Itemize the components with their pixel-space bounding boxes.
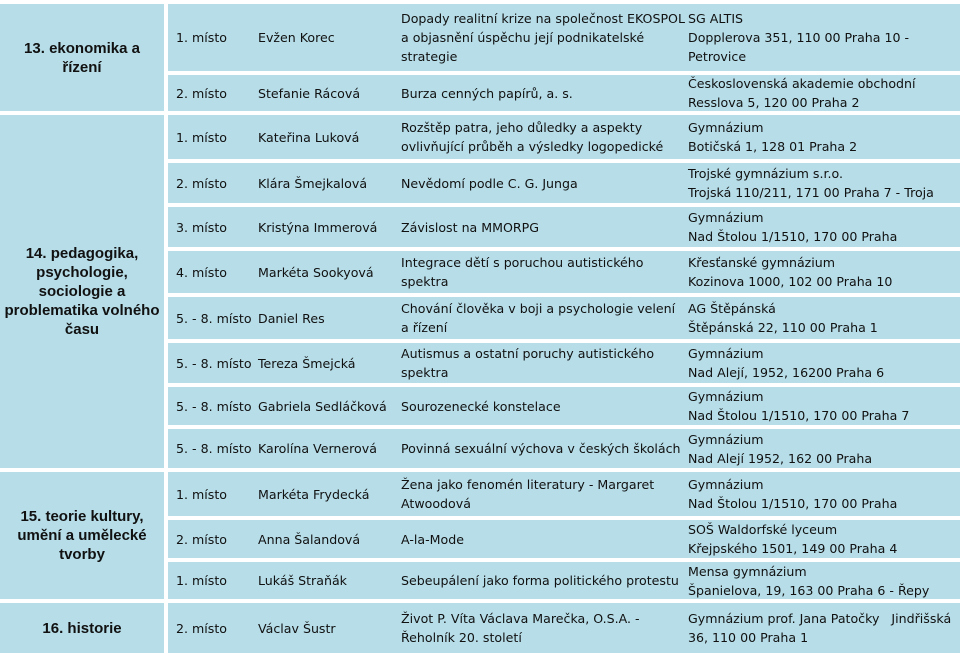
name-cell [258, 75, 400, 111]
name-text: Daniel Res [258, 310, 325, 326]
topic-cell [401, 75, 685, 111]
name-text: Klára Šmejkalová [258, 175, 368, 191]
place-cell [176, 251, 254, 293]
name-text: Stefanie Rácová [258, 85, 361, 101]
place-text: 1. místo [176, 573, 227, 588]
name-cell [258, 387, 400, 425]
place-cell [176, 207, 254, 247]
school-name: Gymnázium [688, 346, 764, 361]
name-text: Kristýna Immerová [258, 219, 378, 235]
place-cell [176, 297, 254, 339]
school-name: Křesťanské gymnázium [688, 255, 836, 270]
name-cell [258, 163, 400, 203]
school-address: Nad Alejí 1952, 162 00 Praha [688, 450, 873, 466]
place-text: 1. místo [176, 486, 227, 502]
place-cell [176, 115, 254, 159]
name-cell [258, 343, 400, 383]
table-row [168, 297, 960, 339]
name-cell [258, 207, 400, 247]
name-text: Lukáš Straňák [258, 573, 347, 588]
category-cell [0, 4, 164, 111]
topic-cell [401, 520, 685, 558]
place-text: 5. - 8. místo [176, 310, 252, 326]
topic-cell [401, 163, 685, 203]
school-address: 36, 110 00 Praha 1 [688, 630, 809, 645]
name-text: Karolína Vernerová [258, 441, 377, 456]
topic-cell [401, 343, 685, 383]
place-cell [176, 163, 254, 203]
category-cell [0, 603, 164, 653]
place-text: 5. - 8. místo [176, 398, 252, 414]
name-text: Anna Šalandová [258, 531, 361, 547]
name-cell [258, 562, 400, 599]
school-name: Gymnázium [688, 120, 764, 135]
category-label: 16. historie [42, 619, 122, 637]
place-text: 4. místo [176, 264, 227, 280]
topic-cell [401, 4, 685, 71]
name-cell [258, 472, 400, 516]
place-cell [176, 343, 254, 383]
school-cell [688, 603, 960, 653]
table-row [168, 520, 960, 558]
table-row [168, 387, 960, 425]
topic-text: Žena jako fenomén literatury - Margaret Atwoodová [401, 477, 655, 511]
school-name: SG ALTIS [688, 11, 744, 26]
place-text: 2. místo [176, 175, 227, 191]
topic-text: Dopady realitní krize na společnost EKOSPOL a objasnění úspěchu její podnikatelské strategie [401, 11, 685, 64]
school-cell [688, 562, 960, 599]
category-cell [0, 115, 164, 468]
topic-text: Sourozenecké konstelace [401, 398, 561, 414]
topic-cell [401, 429, 685, 468]
school-name: Gymnázium prof. Jana Patočky Jindřišská [688, 611, 952, 626]
school-address: Křejpského 1501, 149 00 Praha 4 [688, 541, 898, 556]
place-cell [176, 520, 254, 558]
school-address: Španielova, 19, 163 00 Praha 6 - Řepy [688, 582, 930, 598]
place-text: 2. místo [176, 531, 227, 547]
school-address: Dopplerova 351, 110 00 Praha 10 - Petrovice [688, 30, 910, 64]
topic-text: Závislost na MMORPG [401, 219, 540, 235]
name-cell [258, 115, 400, 159]
topic-text: Chování člověka v boji a psychologie velení a řízení [401, 301, 676, 335]
category-cell [0, 472, 164, 599]
place-cell [176, 387, 254, 425]
school-name: AG Štěpánská [688, 301, 776, 316]
name-cell [258, 520, 400, 558]
school-cell [688, 251, 960, 293]
topic-text: Integrace dětí s poruchou autistického spektra [401, 255, 644, 289]
school-cell [688, 472, 960, 516]
topic-cell [401, 207, 685, 247]
school-name: Gymnázium [688, 477, 764, 492]
topic-cell [401, 603, 685, 653]
topic-cell [401, 472, 685, 516]
place-cell [176, 75, 254, 111]
school-name: SOŠ Waldorfské lyceum [688, 522, 838, 537]
place-cell [176, 562, 254, 599]
table-row [168, 251, 960, 293]
table-row [168, 115, 960, 159]
place-text: 5. - 8. místo [176, 441, 252, 456]
topic-cell [401, 115, 685, 159]
name-cell [258, 4, 400, 71]
topic-text: Burza cenných papírů, a. s. [401, 85, 573, 101]
place-cell [176, 4, 254, 71]
topic-cell [401, 251, 685, 293]
topic-text: Rozštěp patra, jeho důledky a aspekty ovlivňující průběh a výsledky logopedické [401, 120, 664, 154]
school-address: Botičská 1, 128 01 Praha 2 [688, 139, 858, 154]
place-cell [176, 603, 254, 653]
place-text: 2. místo [176, 620, 227, 636]
topic-text: Autismus a ostatní poruchy autistického spektra [401, 346, 655, 380]
school-address: Nad Štolou 1/1510, 170 00 Praha 7 [688, 408, 910, 423]
name-text: Markéta Frydecká [258, 486, 370, 502]
school-cell [688, 429, 960, 468]
school-address: Kozinova 1000, 102 00 Praha 10 [688, 274, 893, 289]
topic-cell [401, 562, 685, 599]
school-address: Štěpánská 22, 110 00 Praha 1 [688, 320, 878, 335]
place-text: 1. místo [176, 30, 227, 45]
table-row [168, 343, 960, 383]
name-cell [258, 429, 400, 468]
topic-cell [401, 297, 685, 339]
table-row [168, 163, 960, 203]
topic-text: Sebeupálení jako forma politického protestu [401, 573, 679, 588]
name-text: Markéta Sookyová [258, 264, 374, 280]
topic-text: Nevědomí podle C. G. Junga [401, 175, 578, 191]
table-row [168, 207, 960, 247]
category-label: 13. ekonomika a řízení [24, 39, 140, 76]
school-name: Československá akademie obchodní [688, 76, 916, 91]
place-text: 5. - 8. místo [176, 355, 252, 371]
school-address: Resslova 5, 120 00 Praha 2 [688, 95, 860, 110]
table-row [168, 472, 960, 516]
place-text: 1. místo [176, 129, 227, 145]
topic-text: Povinná sexuální výchova v českých školách [401, 441, 681, 456]
place-cell [176, 429, 254, 468]
school-address: Trojská 110/211, 171 00 Praha 7 - Troja [688, 185, 934, 200]
table-row [168, 4, 960, 71]
school-cell [688, 520, 960, 558]
name-text: Evžen Korec [258, 30, 335, 45]
table-row [168, 429, 960, 468]
table-row [168, 75, 960, 111]
school-cell [688, 297, 960, 339]
table-row [168, 603, 960, 653]
school-cell [688, 387, 960, 425]
school-name: Trojské gymnázium s.r.o. [688, 166, 843, 181]
place-cell [176, 472, 254, 516]
place-text: 2. místo [176, 85, 227, 101]
category-label: 15. teorie kultury, umění a umělecké tvorby [17, 508, 147, 563]
school-cell [688, 75, 960, 111]
school-name: Gymnázium [688, 210, 764, 225]
school-name: Gymnázium [688, 431, 764, 447]
school-name: Mensa gymnázium [688, 563, 807, 579]
school-cell [688, 207, 960, 247]
name-cell [258, 603, 400, 653]
category-label: 14. pedagogika, psychologie, sociologie a problematika volného času [4, 245, 160, 338]
name-text: Tereza Šmejcká [258, 355, 356, 371]
school-cell [688, 4, 960, 71]
table-row [168, 562, 960, 599]
school-cell [688, 343, 960, 383]
name-text: Gabriela Sedláčková [258, 398, 387, 414]
topic-cell [401, 387, 685, 425]
school-name: Gymnázium [688, 389, 764, 404]
school-address: Nad Štolou 1/1510, 170 00 Praha [688, 496, 898, 511]
name-text: Václav Šustr [258, 620, 336, 636]
school-cell [688, 115, 960, 159]
school-cell [688, 163, 960, 203]
name-text: Kateřina Luková [258, 129, 360, 145]
place-text: 3. místo [176, 219, 227, 235]
topic-text: Život P. Víta Václava Marečka, O.S.A. - Řeholník 20. století [401, 611, 640, 645]
school-address: Nad Štolou 1/1510, 170 00 Praha [688, 229, 898, 244]
topic-text: A-la-Mode [401, 531, 464, 547]
school-address: Nad Alejí, 1952, 16200 Praha 6 [688, 365, 885, 380]
name-cell [258, 297, 400, 339]
name-cell [258, 251, 400, 293]
